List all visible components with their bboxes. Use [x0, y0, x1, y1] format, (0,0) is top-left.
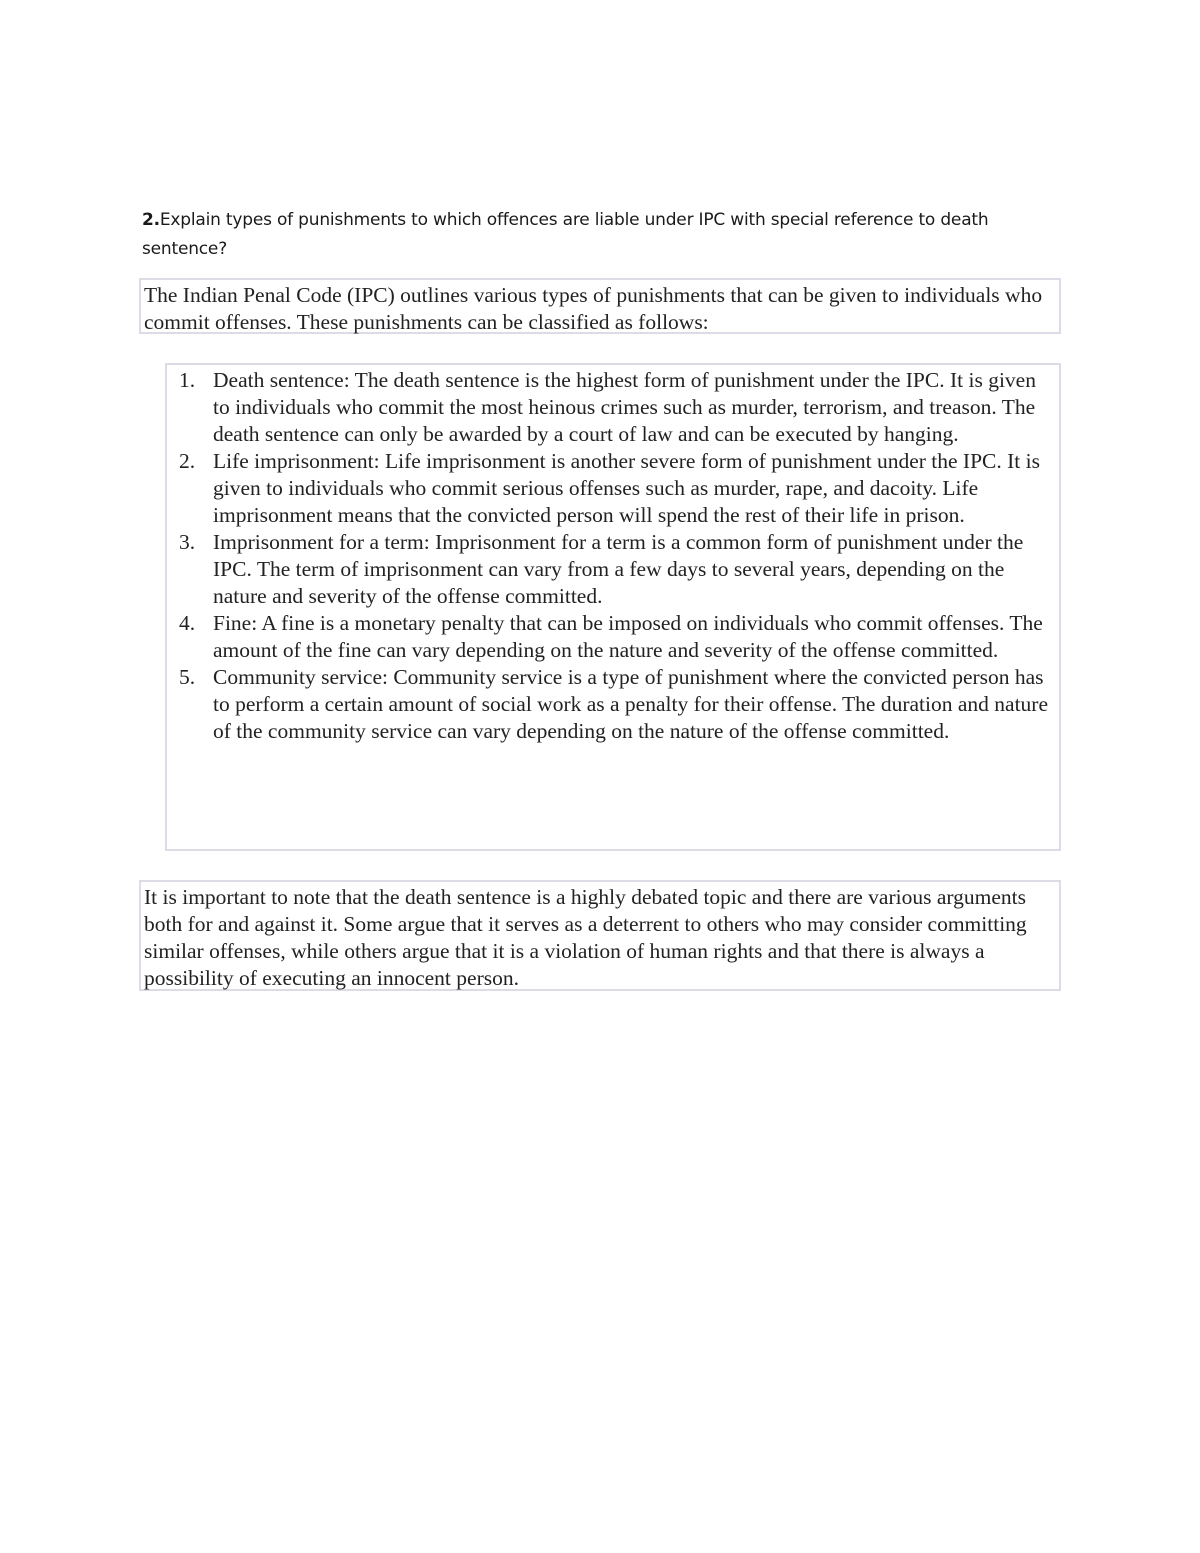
question-number: 2. [142, 210, 160, 230]
list-item-text: Fine: A fine is a monetary penalty that can be imposed on individuals who commit offenses. The amount of the fine can vary depending on the nature and severity of the offense committed. [213, 611, 1043, 662]
list-item [167, 610, 1055, 664]
list-item-text: Community service: Community service is a type of punishment where the convicted person has to perform a certain amount of social work as a penalty for their offense. The duration and nature of the community service can vary depending on the nature of the offense committed. [213, 665, 1049, 743]
punishments-list [167, 367, 1055, 745]
closing-note-paragraph: It is important to note that the death sentence is a highly debated topic and there are various arguments both for and against it. Some argue that it serves as a deterrent to others who may consider committing similar offenses, while others argue that it is a violation of human rights and that there is always a possibility of executing an innocent person. [139, 880, 1061, 991]
intro-paragraph: The Indian Penal Code (IPC) outlines various types of punishments that can be given to individuals who commit offenses. These punishments can be classified as follows: [139, 278, 1061, 334]
list-item [167, 367, 1055, 448]
list-item-number: 2. [179, 449, 196, 473]
list-item-number: 1. [179, 368, 196, 392]
list-item-text: Death sentence: The death sentence is the highest form of punishment under the IPC. It is given to individuals who commit the most heinous crimes such as murder, terrorism, and treason. The death sentence can only be awarded by a court of law and can be executed by hanging. [213, 368, 1036, 446]
list-item-text: Life imprisonment: Life imprisonment is another severe form of punishment under the IPC. It is given to individuals who commit serious offenses such as murder, rape, and dacoity. Life imprisonment means that the convicted person will spend the rest of their life in prison. [213, 449, 1040, 527]
list-item [167, 529, 1055, 610]
list-item-number: 3. [179, 530, 196, 554]
list-item-text: Imprisonment for a term: Imprisonment for a term is a common form of punishment under the IPC. The term of imprisonment can vary from a few days to several years, depending on the nature and severity of the offense committed. [213, 530, 1024, 608]
list-item-number: 4. [179, 611, 196, 635]
list-item [167, 448, 1055, 529]
list-item [167, 664, 1055, 745]
question-text: Explain types of punishments to which offences are liable under IPC with special reference to death sentence? [142, 210, 989, 259]
question-heading [142, 206, 1042, 264]
punishments-list-box [165, 363, 1061, 851]
list-item-number: 5. [179, 665, 196, 689]
